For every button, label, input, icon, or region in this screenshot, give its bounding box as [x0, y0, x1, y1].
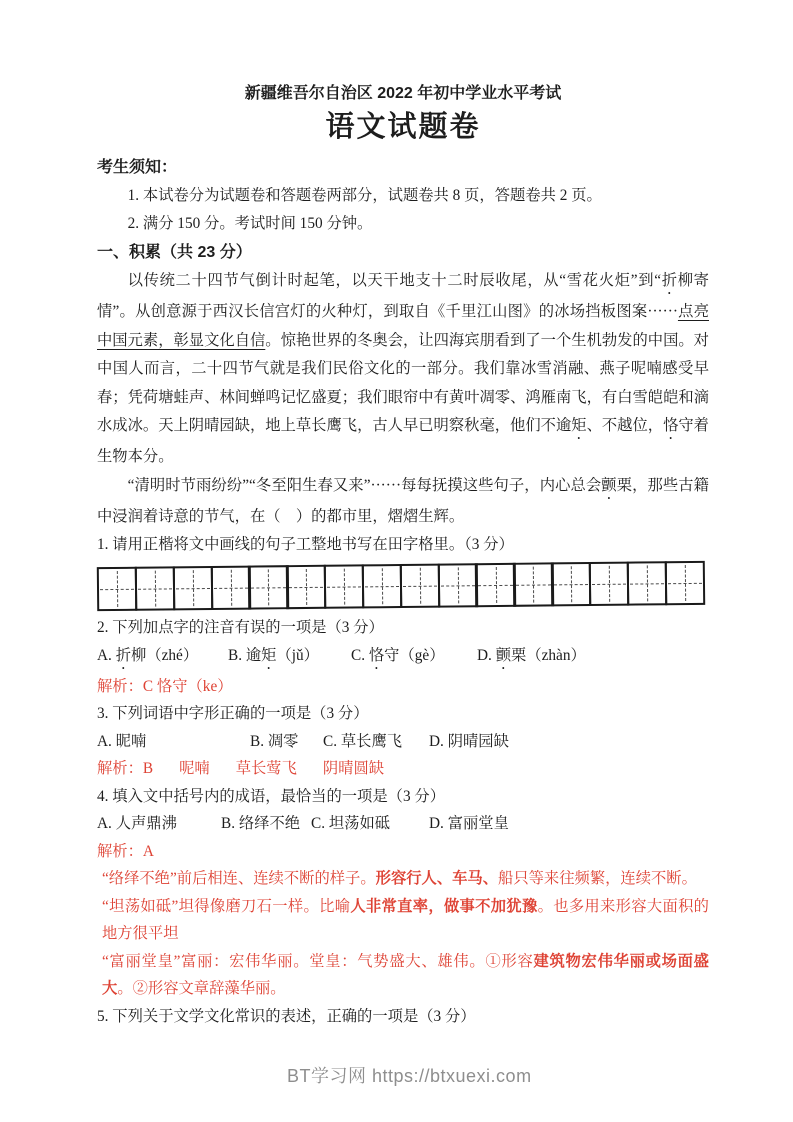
question-4-stem: 4. 填入文中括号内的成语，最恰当的一项是（3 分） — [97, 787, 446, 805]
tianzige-cell — [324, 564, 365, 608]
option-c: C. 坦荡如砥 — [311, 815, 391, 832]
option-b: B. 凋零 — [250, 732, 299, 750]
option-a: A. 昵喃 — [97, 732, 147, 750]
option-text: 守（gè） — [384, 646, 445, 664]
tianzige-cell — [286, 565, 327, 609]
option-c — [351, 642, 477, 673]
tianzige-cell — [589, 562, 630, 606]
passage-text: 。惊艳世界的冬奥会，让四海宾朋看到了一个生机勃发的中国。对中国人而言，二十四节气就是我们民俗文化的一部分。我们靠冰雪消融、燕子呢喃感受早春；凭荷塘蛙声、林间蝉鸣记忆盛夏；我们眼帘中有黄叶凋零、鸿雁南飞，有白雪皑皑和滴水成冰。天上阴晴园缺，地上草长鹰飞，古人早已明察秋毫，他们不逾 — [97, 331, 709, 434]
explanation-text: “络绎不绝”前后相连、连续不断的样子。 — [102, 870, 376, 887]
passage-text: 柳寄情”。从创意源于西汉长信宫灯的火种灯，到取自《千里江山图》的冰场挡板图案······ — [97, 272, 709, 320]
tianzige-cell — [172, 566, 213, 610]
tianzige-cell — [513, 562, 554, 606]
option-d — [477, 642, 709, 673]
analysis-correction: 呢喃 — [179, 760, 210, 777]
analysis-correction: 草长莺飞 — [235, 760, 297, 777]
passage-paragraph-1 — [97, 267, 709, 472]
option-d: D. 阴晴园缺 — [429, 732, 509, 750]
analysis-correction: 阴晴圆缺 — [322, 760, 385, 777]
exam-header-line: 新疆维吾尔自治区 2022 年初中学业水平考试 — [244, 85, 562, 102]
question-2-options — [97, 642, 709, 673]
option-b: B. 络绎不绝 — [221, 815, 301, 832]
idiom-explanation-tandangrudi — [97, 893, 709, 948]
option-label: D. — [477, 646, 496, 664]
question-3-analysis — [97, 755, 709, 783]
tianzige-cell — [97, 567, 138, 611]
passage-text: “清明时节雨纷纷”“冬至阳生春又来”······每每抚摸这些句子，内心总会 — [127, 476, 602, 494]
tianzige-writing-grid[interactable] — [97, 561, 705, 611]
section-heading-accumulation: 一、积累（共 23 分） — [97, 244, 252, 261]
dotted-char: 矩 — [261, 646, 277, 664]
tianzige-cell — [135, 566, 176, 610]
question-3-stem: 3. 下列词语中字形正确的一项是（3 分） — [97, 705, 369, 722]
tianzige-cell — [475, 563, 516, 607]
explanation-bold: 形容行人、车马、 — [375, 870, 499, 887]
passage-text: 守着生物本分。 — [97, 417, 709, 465]
passage-text: 、不越位， — [586, 417, 664, 434]
notice-item-1: 1. 本试卷分为试题卷和答题卷两部分，试题卷共 8 页，答题卷共 2 页。 — [127, 187, 602, 204]
underlined-sentence: 点亮中国元素，彰显文化自信 — [97, 303, 709, 349]
dotted-char: 恪 — [663, 417, 679, 434]
option-c: C. 草长鹰飞 — [323, 732, 403, 750]
option-a: A. 人声鼎沸 — [97, 815, 177, 832]
explanation-text: 。②形容文章辞藻华丽。 — [117, 980, 286, 997]
option-text: 栗（zhàn） — [511, 646, 586, 664]
passage-text: 栗，那些古籍中浸润着诗意的节气，在（ ）的都市里，熠熠生辉。 — [97, 476, 709, 525]
dotted-char: 颤 — [495, 646, 512, 664]
question-5-stem: 5. 下列关于文学文化常识的表述，正确的一项是（3 分） — [97, 1007, 476, 1025]
dotted-char: 颤 — [601, 476, 617, 494]
watermark-site-url: BT学习网 https://btxuexi.com — [287, 1066, 532, 1086]
dotted-char: 恪 — [368, 646, 385, 664]
option-label: C. — [351, 646, 369, 664]
page-content — [97, 84, 709, 1030]
analysis-answer: 解析：B — [97, 760, 154, 777]
option-label: A. — [97, 646, 116, 664]
explanation-text: “富丽堂皇”富丽：宏伟华丽。堂皇：气势盛大、雄伟。①形容 — [102, 952, 534, 970]
passage-text: 以传统二十四节气倒计时起笔，以天干地支十二时辰收尾，从“雪花火炬”到“ — [127, 272, 661, 289]
option-b — [228, 642, 351, 673]
notice-item-2: 2. 满分 150 分。考试时间 150 分钟。 — [127, 215, 373, 232]
question-4-options — [97, 810, 709, 838]
option-text: 柳（zhé） — [131, 646, 199, 664]
page-title: 语文试题卷 — [325, 111, 481, 143]
question-2-analysis: 解析：C 恪守（ke） — [97, 677, 233, 695]
explanation-bold: 人非常直率，做事不加犹豫 — [350, 897, 538, 915]
tianzige-cell — [248, 565, 289, 609]
dotted-char: 折 — [661, 272, 678, 289]
passage-paragraph-2 — [97, 472, 709, 532]
tianzige-cell — [362, 564, 403, 608]
question-3-options — [97, 728, 709, 756]
dotted-char: 折 — [115, 646, 132, 664]
question-2-stem: 2. 下列加点字的注音有误的一项是（3 分） — [97, 619, 384, 636]
explanation-bold: 建筑物宏伟华丽或场面盛大 — [102, 952, 709, 997]
explanation-text: 船只等来往频繁，连续不断。 — [498, 870, 697, 887]
tianzige-cell — [551, 562, 592, 606]
explanation-text: “坦荡如砥”坦得像磨刀石一样。比喻 — [102, 897, 351, 915]
idiom-explanation-luoyibujue — [97, 865, 709, 893]
option-text: （jǔ） — [276, 646, 319, 664]
question-1-stem: 1. 请用正楷将文中画线的句子工整地书写在田字格里。（3 分） — [97, 536, 514, 553]
notice-heading: 考生须知： — [97, 159, 178, 176]
option-a — [97, 642, 228, 673]
tianzige-cell — [210, 566, 251, 610]
idiom-explanation-fulitanghuang — [97, 948, 709, 1003]
explanation-text: 。也多用来形容大面积的地方很平坦 — [102, 897, 709, 942]
tianzige-cell — [400, 564, 441, 608]
tianzige-cell — [437, 563, 478, 607]
tianzige-cell — [664, 561, 705, 605]
dotted-char: 矩 — [571, 417, 587, 434]
tianzige-cell — [627, 561, 668, 605]
option-d: D. 富丽堂皇 — [429, 815, 509, 832]
option-label: B. 逾 — [228, 646, 262, 664]
question-4-analysis: 解析：A — [97, 842, 154, 860]
